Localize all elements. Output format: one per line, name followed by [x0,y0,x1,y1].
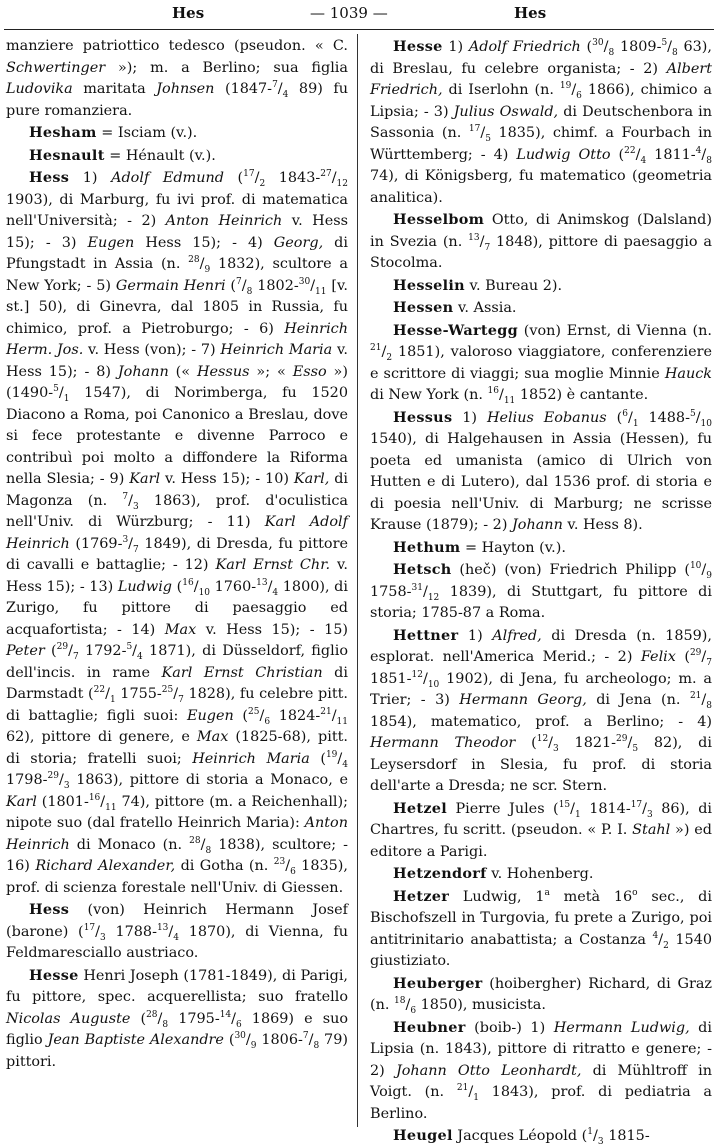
dictionary-entry: Hess (von) Heinrich Hermann Josef (barone) ($^{17}/_3$ $1788-^{13}/_4$ 1870), di Vienna, fu Feldmaresciallo austriaco. [6,901,349,961]
dictionary-entry: Hess 1) Adolf Edmund ($^{17}/_2$ $1843-^{27}/_{12}$ 1903), di Marburg, fu ivi prof. di matematica nell'Università; - 2) Anton Heinrich v. Hess 15); - 3) Eugen Hess 15); - 4) Georg, di Pfungstadt in Assia (n. $^{28}/_9$ 1832), scultore a New York; - 5) Germain Henri ($^7/_8$ $1802-^{30}/_{11}$ [v. st.] 50), di Ginevra, dal 1805 in Russia, fu chimico, prof. a Pietroburgo; - 6) Heinrich Herm. Jos. v. Hess (von); - 7) Heinrich Maria v. Hess 15); - 8) Johann (« Hessus »; « Esso ») ($1490-^5/_1$ 1547), di Norimberga, fu 1520 Diacono a Roma, poi Canonico a Breslau, dove si fece protestante e divenne Parroco e contribuì poi molto a diffondere la Riforma nella Slesia; - 9) Karl v. Hess 15); - 10) Karl, di Magonza (n. $^7/_3$ 1863), prof. d'oculistica nell'Univ. di Würzburg; - 11) Karl Adolf Heinrich ($1769-^3/_7$ 1849), di Dresda, fu pittore di cavalli e battaglie; - 12) Karl Ernst Chr. v. Hess 15); - 13) Ludwig ($^{16}/_{10}$ $1760-^{13}/_4$ 1800), di Zurigo, fu pittore di paesaggio ed acquafortista; - 14) Max v. Hess 15); - 15) Peter ($^{29}/_7$ $1792-^5/_4$ 1871), di Düsseldorf, figlio dell'incis. in rame Karl Ernst Christian di Darmstadt ($^{22}/_1$ $1755-^{25}/_7$ 1828), fu celebre pitt. di battaglie; figli suoi: Eugen ($^{25}/_6$ $1824-^{21}/_{11}$ 62), pittore di genere, e Max (1825-68), pitt. di storia; fratelli suoi; Heinrich Maria ($^{19}/_4$ $1798-^{29}/_3$ 1863), pittore di storia a Monaco, e Karl ($1801-^{16}/_{11}$ 74), pittore (m. a Reichenhall); nipote suo (dal fratello Heinrich Maria): Anton Heinrich di Monaco (n. $^{28}/_8$ 1838), scultore; - 16) Richard Alexander, di Gotha (n. $^{23}/_6$ 1835), prof. di scienza forestale nell'Univ. di Giessen. [6,169,349,896]
dictionary-entry: Hessus 1) Helius Eobanus ($^6/_1$ $1488-^5/_{10}$ 1540), di Halgehausen in Assia (Hessen), fu poeta ed umanista (amico di Ulrich von Hutten e di Lutero), dal 1536 prof. di storia e di poesia nell'Univ. di Marburg; ne scrisse Krause (1879); - 2) Johann v. Hess 8). [370,408,712,533]
dictionary-entry: Hesse 1) Adolf Friedrich ($^{30}/_8$ $1809-^5/_8$ 63), di Breslau, fu celebre organista; - 2) Albert Friedrich, di Iserlohn (n. $^{19}/_6$ 1866), chimico a Lipsia; - 3) Julius Oswald, di Deutschenbora in Sassonia (n. $^{17}/_5$ 1835), chimf. a Fourbach in Württemberg; - 4) Ludwig Otto ($^{22}/_4$ $1811-^4/_8$ 74), di Königsberg, fu matematico (geometria analitica). [370,38,712,206]
running-header [0,4,718,26]
dictionary-entry: Hesselbom Otto, di Animskog (Dalsland) in Svezia (n. $^{13}/_7$ 1848), pittore di paesaggio a Stocolma. [370,211,712,271]
dictionary-entry: Hesse Henri Joseph (1781-1849), di Parigi, fu pittore, spec. acquerellista; suo fratello Nicolas Auguste ($^{28}/_8$ $1795-^{14}/_6$ 1869) e suo figlio Jean Baptiste Alexandre ($^{30}/_9$ $1806-^7/_8$ 79) pittori. [6,966,349,1070]
dictionary-entry: Hetsch (heč) (von) Friedrich Philipp ($^{10}/_9$ $1758-^{31}/_{12}$ 1839), di Stuttgart, fu pittore di storia; 1785-87 a Roma. [370,561,712,621]
dictionary-entry: Hetzendorf v. Hohenberg. [393,865,594,882]
dictionary-entry: Hesham = Isciam (v.). [29,124,198,141]
dictionary-entry: Hettner 1) Alfred, di Dresda (n. 1859), esplorat. nell'America Merid.; - 2) Felix ($^{29}/_7$ $1851-^{12}/_{10}$ 1902), di Jena, fu archeologo; m. a Trier; - 3) Hermann Georg, di Jena (n. $^{21}/_8$ 1854), matematico, prof. a Berlino; - 4) Hermann Theodor ($^{12}/_3$ $1821-^{29}/_5$ 82), di Leysersdorf in Slesia, fu prof. di storia dell'arte a Dresda; ne scr. Stern. [370,626,712,794]
header-right-guide-word: Hes [514,4,547,22]
right-column [370,36,712,1148]
dictionary-entry: Hethum = Hayton (v.). [393,538,566,556]
header-rule [4,29,714,30]
dictionary-entry: Hetzel Pierre Jules ($^{15}/_1$ $1814-^{17}/_3$ 86), di Chartres, fu scritt. (pseudon. « P. I. Stahl ») ed editore a Parigi. [370,799,713,860]
left-column [6,36,348,1073]
dictionary-entry: Heugel Jacques Léopold ($^1/_3$ 1815- [393,1127,650,1147]
dictionary-entry: manziere patriottico tedesco (pseudon. « C. Schwertinger »); m. a Berlino; sua figlia Ludovika maritata Johnsen ($1847-^7/_4$ 89) fu pure romanziera. [6,38,348,119]
page-number: — 1039 — [310,4,388,22]
dictionary-entry: Hesnault = Hénault (v.). [29,146,216,164]
dictionary-entry: Hesselin v. Bureau 2). [393,276,563,294]
dictionary-entry: Hetzer Ludwig, 1$^a$ metà 16$^o$ sec., di Bischofszell in Turgovia, fu prete a Zurigo, poi antitrinitario anabattista; a Costanza $^4/_2$ 1540 giustiziato. [370,887,713,969]
header-left-guide-word: Hes [172,4,205,22]
dictionary-entry: Hesse-Wartegg (von) Ernst, di Vienna (n. $^{21}/_2$ 1851), valoroso viaggiatore, conferenziere e scrittore di viaggi; sua moglie Minnie Hauck di New York (n. $^{16}/_{11}$ 1852) è cantante. [370,321,712,406]
dictionary-entry: Hessen v. Assia. [393,299,517,316]
column-divider [357,34,358,1127]
dictionary-entry: Heuberger (hoibergher) Richard, di Graz (n. $^{18}/_6$ 1850), musicista. [370,974,712,1016]
dictionary-entry: Heubner (boib-) 1) Hermann Ludwig, di Lipsia (n. 1843), pittore di ritratto e genere; - 2) Johann Otto Leonhardt, di Mühltroff in Voigt. (n. $^{21}/_1$ 1843), prof. di pediatria a Berlino. [370,1018,713,1122]
